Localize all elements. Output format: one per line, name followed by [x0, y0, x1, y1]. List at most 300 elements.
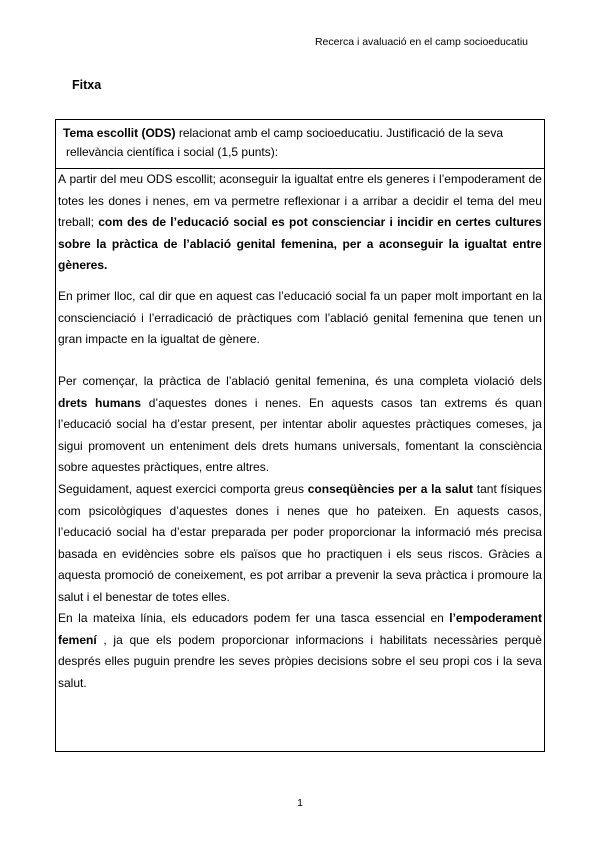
- bold-word: femenina,: [280, 236, 337, 251]
- word: casos,: [507, 503, 542, 518]
- bold-word: conseqüències: [307, 482, 395, 496]
- word: necessàries: [433, 632, 498, 647]
- word: escollit;: [175, 172, 216, 186]
- word: Per: [58, 374, 77, 388]
- word: un: [150, 438, 164, 453]
- word: l’educació: [58, 525, 112, 539]
- word: abolir: [327, 417, 357, 431]
- word: extrems: [444, 395, 488, 410]
- word: nenes.: [265, 395, 302, 410]
- word: generes: [386, 172, 430, 186]
- bold-word: i: [389, 215, 393, 229]
- word: pràctiques,: [143, 460, 203, 474]
- word: perquè: [504, 632, 542, 647]
- word: arribar: [362, 193, 398, 208]
- word: fomentant: [405, 438, 459, 453]
- paragraph-line: [58, 393, 542, 415]
- word: seves: [238, 654, 270, 668]
- word: tant: [476, 482, 497, 496]
- word: els: [156, 632, 172, 647]
- word: nenes,: [152, 193, 189, 208]
- word: línia,: [140, 611, 166, 625]
- word: enteniment: [169, 438, 229, 453]
- paragraph: [58, 608, 542, 694]
- bold-word: certes: [455, 215, 491, 229]
- word: sobre: [58, 460, 89, 474]
- word: Seguidament,: [58, 482, 133, 496]
- word: em: [193, 193, 210, 208]
- word: i: [496, 654, 499, 668]
- word: en: [515, 289, 529, 303]
- word: d’estar: [170, 525, 207, 539]
- word: arribar: [286, 568, 322, 582]
- word: d’aquestes: [148, 395, 207, 410]
- word: els: [396, 546, 412, 561]
- word: de: [218, 310, 232, 325]
- word: comeses,: [476, 417, 528, 431]
- paragraph-line: [58, 255, 542, 277]
- word: com: [297, 310, 320, 325]
- word: que: [468, 310, 489, 325]
- word: genital: [275, 374, 311, 388]
- word: aquests: [457, 503, 500, 518]
- word: habilitats: [379, 632, 428, 647]
- bold-word: la: [96, 236, 107, 251]
- word: aquests: [331, 395, 374, 410]
- bold-word: l’educació: [170, 215, 229, 229]
- word: femenina: [413, 310, 464, 325]
- word: meu: [119, 172, 144, 186]
- word: promoure: [477, 568, 529, 582]
- word: es: [249, 568, 263, 582]
- word: riscos.: [448, 546, 483, 561]
- word: altres.: [236, 460, 270, 474]
- word: informació: [415, 525, 471, 539]
- word: la: [532, 568, 542, 582]
- table-header-line-2: rellevància científica i social (1,5 punts):: [66, 145, 279, 159]
- word: promoció: [104, 568, 154, 582]
- word: totes: [172, 589, 199, 604]
- word: va: [214, 193, 228, 208]
- word: sigui: [58, 438, 83, 453]
- word: a: [351, 193, 359, 208]
- word: fer: [295, 611, 310, 625]
- word: meu: [518, 193, 542, 208]
- word: més: [475, 525, 499, 539]
- word: pateixen.: [377, 503, 427, 518]
- word: cas: [256, 289, 275, 303]
- word: aconseguir: [219, 172, 279, 186]
- word: i: [432, 172, 436, 186]
- word: igualtat: [160, 332, 200, 346]
- word: elles: [104, 654, 130, 668]
- word: En: [308, 395, 324, 410]
- word: la: [401, 525, 411, 539]
- word: A: [58, 172, 67, 186]
- word: l’empoderament: [438, 172, 525, 186]
- paragraph-line: [58, 522, 542, 544]
- word: dels: [519, 374, 542, 388]
- bold-word: pràctica: [111, 236, 158, 251]
- word: pràctiques: [236, 310, 292, 325]
- word: precisa: [503, 525, 542, 539]
- word: en: [199, 289, 213, 303]
- word: de: [528, 172, 542, 186]
- bold-word: per: [342, 236, 362, 251]
- word: gènere.: [219, 332, 260, 346]
- word: de: [155, 589, 169, 604]
- paragraph: [58, 169, 542, 277]
- word: essencial: [374, 611, 425, 625]
- word: sobre: [184, 546, 215, 561]
- word: i: [276, 503, 280, 518]
- word: per: [260, 417, 278, 431]
- word: consciència: [479, 438, 542, 453]
- paragraph: [58, 286, 542, 351]
- word: practiquen: [326, 546, 383, 561]
- paragraph-line: [58, 436, 542, 458]
- word: comporta: [220, 482, 271, 496]
- word: proporcionar: [221, 632, 289, 647]
- word: partir: [69, 172, 97, 186]
- word: en: [430, 611, 444, 625]
- word: ja: [532, 417, 542, 431]
- word: tenen: [493, 310, 524, 325]
- word: decidir: [413, 193, 449, 208]
- word: primer: [76, 289, 111, 303]
- word: del: [100, 172, 117, 186]
- word: En: [434, 503, 449, 518]
- word: el: [405, 654, 416, 668]
- word: pot: [266, 568, 284, 582]
- word: físiques: [500, 482, 542, 496]
- word: educadors: [192, 611, 249, 625]
- paragraph-line: [58, 371, 542, 393]
- bold-word: aconseguir: [379, 236, 444, 251]
- word: proporcionar: [328, 525, 397, 539]
- word: promovent: [88, 438, 145, 453]
- word: ho: [356, 503, 370, 518]
- word: l’educació: [58, 417, 112, 431]
- word: propi: [442, 654, 470, 668]
- word: i: [471, 568, 474, 582]
- word: En: [58, 611, 73, 625]
- word: la: [281, 172, 291, 186]
- page-number: 1: [297, 797, 303, 809]
- paragraph-line: [58, 630, 542, 652]
- word: molt: [435, 289, 458, 303]
- paragraph-line: [58, 544, 542, 566]
- paragraph-line: [58, 234, 542, 256]
- word: la: [464, 438, 474, 453]
- bold-word: conscienciar: [311, 215, 386, 229]
- bold-word: social: [233, 215, 268, 229]
- paragraph-line: [58, 457, 542, 479]
- word: la: [143, 374, 154, 388]
- content-table: [55, 119, 545, 752]
- word: la: [382, 568, 393, 582]
- word: psicològiques: [88, 503, 162, 518]
- word: i: [370, 632, 374, 647]
- bold-word: a: [420, 482, 428, 496]
- word: cal: [139, 289, 155, 303]
- word: fa: [369, 289, 380, 303]
- word: i: [387, 546, 391, 561]
- word: ha: [152, 417, 166, 431]
- word: l’ablació: [324, 310, 369, 325]
- bold-word: gèneres.: [58, 258, 108, 272]
- word: les: [219, 654, 235, 668]
- bold-word: la: [431, 482, 442, 496]
- word: a: [402, 193, 409, 208]
- bold-word: igualtat: [464, 236, 507, 251]
- word: reflexionar: [284, 193, 341, 208]
- word: ODS: [146, 172, 173, 186]
- word: paper: [400, 289, 432, 303]
- word: la: [147, 332, 157, 346]
- word: universals,: [342, 438, 400, 453]
- word: els: [219, 546, 236, 561]
- word: sobre: [371, 654, 402, 668]
- bold-word: pot: [289, 215, 308, 229]
- word: basada: [58, 546, 98, 561]
- word: podem: [178, 632, 215, 647]
- word: aquesta: [58, 568, 101, 582]
- word: i: [141, 310, 144, 325]
- bold-word: de: [152, 215, 167, 229]
- word: i: [86, 589, 90, 604]
- word: salut.: [58, 675, 87, 690]
- word: la: [78, 611, 88, 625]
- word: per: [270, 525, 289, 539]
- word: femenina,: [316, 374, 370, 388]
- paragraph-line: [58, 673, 542, 695]
- word: prendre: [173, 654, 216, 668]
- bold-word: la: [448, 236, 459, 251]
- word: podem: [253, 611, 291, 625]
- word: mateixa: [92, 611, 135, 625]
- paragraph: [58, 479, 542, 608]
- bold-word: l’empoderament: [449, 611, 542, 625]
- word: poder: [293, 525, 324, 539]
- word: salut: [58, 589, 84, 604]
- word: ja: [113, 632, 123, 647]
- word: d’aquestes: [169, 503, 228, 518]
- word: lloc,: [114, 289, 136, 303]
- word: exercici: [175, 482, 217, 496]
- word: conscienciació: [58, 310, 137, 325]
- word: pràctica: [425, 568, 468, 582]
- word: una: [393, 374, 414, 388]
- bold-word: es: [271, 215, 285, 229]
- word: tasca: [340, 611, 370, 625]
- bold-word: incidir: [397, 215, 434, 229]
- word: intentar: [282, 417, 323, 431]
- word: aquestes: [361, 417, 411, 431]
- word: prevenir: [335, 568, 380, 582]
- word: impacte: [85, 332, 128, 346]
- paragraph-line: [58, 191, 542, 213]
- word: l’educació: [278, 289, 332, 303]
- word: evidències: [121, 546, 179, 561]
- word: la: [532, 289, 542, 303]
- word: que: [327, 503, 349, 518]
- word: benestar: [105, 589, 153, 604]
- word: informacions: [295, 632, 364, 647]
- word: els: [171, 611, 187, 625]
- word: aquest: [135, 482, 172, 496]
- bold-word: genital: [236, 236, 276, 251]
- word: quan: [515, 395, 542, 410]
- word: de: [202, 332, 216, 346]
- word: és: [494, 395, 508, 410]
- word: de: [157, 568, 171, 582]
- paragraph-line: [58, 329, 542, 351]
- paragraph-line: [58, 651, 542, 673]
- word: aquestes: [91, 460, 141, 474]
- word: nenes: [287, 503, 320, 518]
- word: ,: [103, 632, 107, 647]
- bold-word: en: [437, 215, 452, 229]
- word: present,: [211, 417, 255, 431]
- word: del: [498, 193, 515, 208]
- word: els: [367, 172, 383, 186]
- word: totes: [58, 193, 85, 208]
- word: ha: [151, 525, 166, 539]
- word: és: [375, 374, 388, 388]
- topic-label: Tema escollit (ODS): [63, 126, 176, 140]
- word: dones: [235, 503, 269, 518]
- word: que: [175, 289, 196, 303]
- bold-word: humans: [95, 395, 142, 410]
- word: a: [325, 568, 333, 582]
- word: el: [92, 589, 103, 604]
- bold-word: femení: [58, 632, 97, 647]
- word: drets: [261, 438, 289, 453]
- word: gran: [58, 332, 83, 346]
- paragraph-line: [58, 212, 542, 234]
- word: a: [535, 546, 542, 561]
- bold-word: a: [366, 236, 374, 251]
- word: l’erradicació: [148, 310, 213, 325]
- word: que: [129, 632, 150, 647]
- word: Gràcies: [488, 546, 530, 561]
- word: completa: [419, 374, 469, 388]
- word: tan: [420, 395, 437, 410]
- word: d’estar: [170, 417, 207, 431]
- table-header-cell: [56, 120, 544, 169]
- bold-word: per: [398, 482, 417, 496]
- word: social: [335, 289, 367, 303]
- word: les: [88, 193, 104, 208]
- paragraph-line: [58, 169, 542, 191]
- bold-word: de: [163, 236, 178, 251]
- word: entre: [336, 172, 364, 186]
- bold-word: sobre: [58, 236, 91, 251]
- paragraph-line: [58, 414, 542, 436]
- word: i: [145, 193, 149, 208]
- word: que: [281, 546, 302, 561]
- bold-word: entre: [512, 236, 542, 251]
- word: seva: [516, 654, 542, 668]
- word: una: [315, 611, 336, 625]
- word: pràctiques: [415, 417, 472, 431]
- word: la: [503, 654, 513, 668]
- word: seus: [417, 546, 443, 561]
- bold-word: salut: [444, 482, 473, 496]
- paragraph-line: [58, 565, 542, 587]
- word: elles.: [201, 589, 230, 604]
- word: genital: [373, 310, 409, 325]
- bold-word: cultures: [495, 215, 542, 229]
- word: permetre: [231, 193, 280, 208]
- word: treball;: [58, 215, 95, 229]
- paragraph-line: [58, 608, 542, 630]
- word: social: [116, 417, 148, 431]
- paragraph-line: [58, 479, 542, 501]
- word: coneixement,: [174, 568, 247, 582]
- word: un: [383, 289, 398, 303]
- word: països: [240, 546, 277, 561]
- paragraph-line: [58, 587, 542, 609]
- topic-description: relacionat amb el camp socioeducatiu. Justificació de la seva: [175, 126, 503, 140]
- word: igualtat: [294, 172, 334, 186]
- word: social: [116, 525, 147, 539]
- word: un: [528, 310, 542, 325]
- bold-word: com: [98, 215, 123, 229]
- word: tema: [466, 193, 494, 208]
- word: i: [254, 395, 258, 410]
- running-header: Recerca i avaluació en el camp socioeducatiu: [314, 36, 528, 48]
- paragraph: [58, 371, 542, 479]
- word: casos: [381, 395, 413, 410]
- bold-word: l’ablació: [183, 236, 232, 251]
- paragraph-line: [58, 501, 542, 523]
- word: greus: [273, 482, 304, 496]
- paragraph-line: [58, 308, 542, 330]
- word: important: [461, 289, 512, 303]
- word: en: [102, 546, 117, 561]
- word: violació: [474, 374, 515, 388]
- word: l’ablació: [226, 374, 270, 388]
- word: preparada: [211, 525, 266, 539]
- word: seu: [419, 654, 439, 668]
- bold-word: drets: [58, 395, 88, 410]
- word: dir: [158, 289, 172, 303]
- word: pràctica: [158, 374, 201, 388]
- word: ho: [307, 546, 321, 561]
- word: seva: [396, 568, 422, 582]
- word: entre: [205, 460, 233, 474]
- word: pròpies: [274, 654, 314, 668]
- table-header-line-1: [63, 123, 503, 143]
- word: en: [130, 332, 145, 346]
- word: com: [58, 503, 81, 518]
- word: després: [58, 654, 101, 668]
- paragraph-line: [58, 286, 542, 308]
- word: i: [344, 193, 348, 208]
- word: de: [206, 374, 221, 388]
- word: començar,: [82, 374, 138, 388]
- word: humans: [294, 438, 337, 453]
- section-title: Fitxa: [72, 78, 102, 92]
- word: En: [58, 289, 73, 303]
- word: dones: [214, 395, 248, 410]
- word: puguin: [133, 654, 170, 668]
- word: dels: [234, 438, 257, 453]
- word: cos: [473, 654, 493, 668]
- word: aquest: [216, 289, 253, 303]
